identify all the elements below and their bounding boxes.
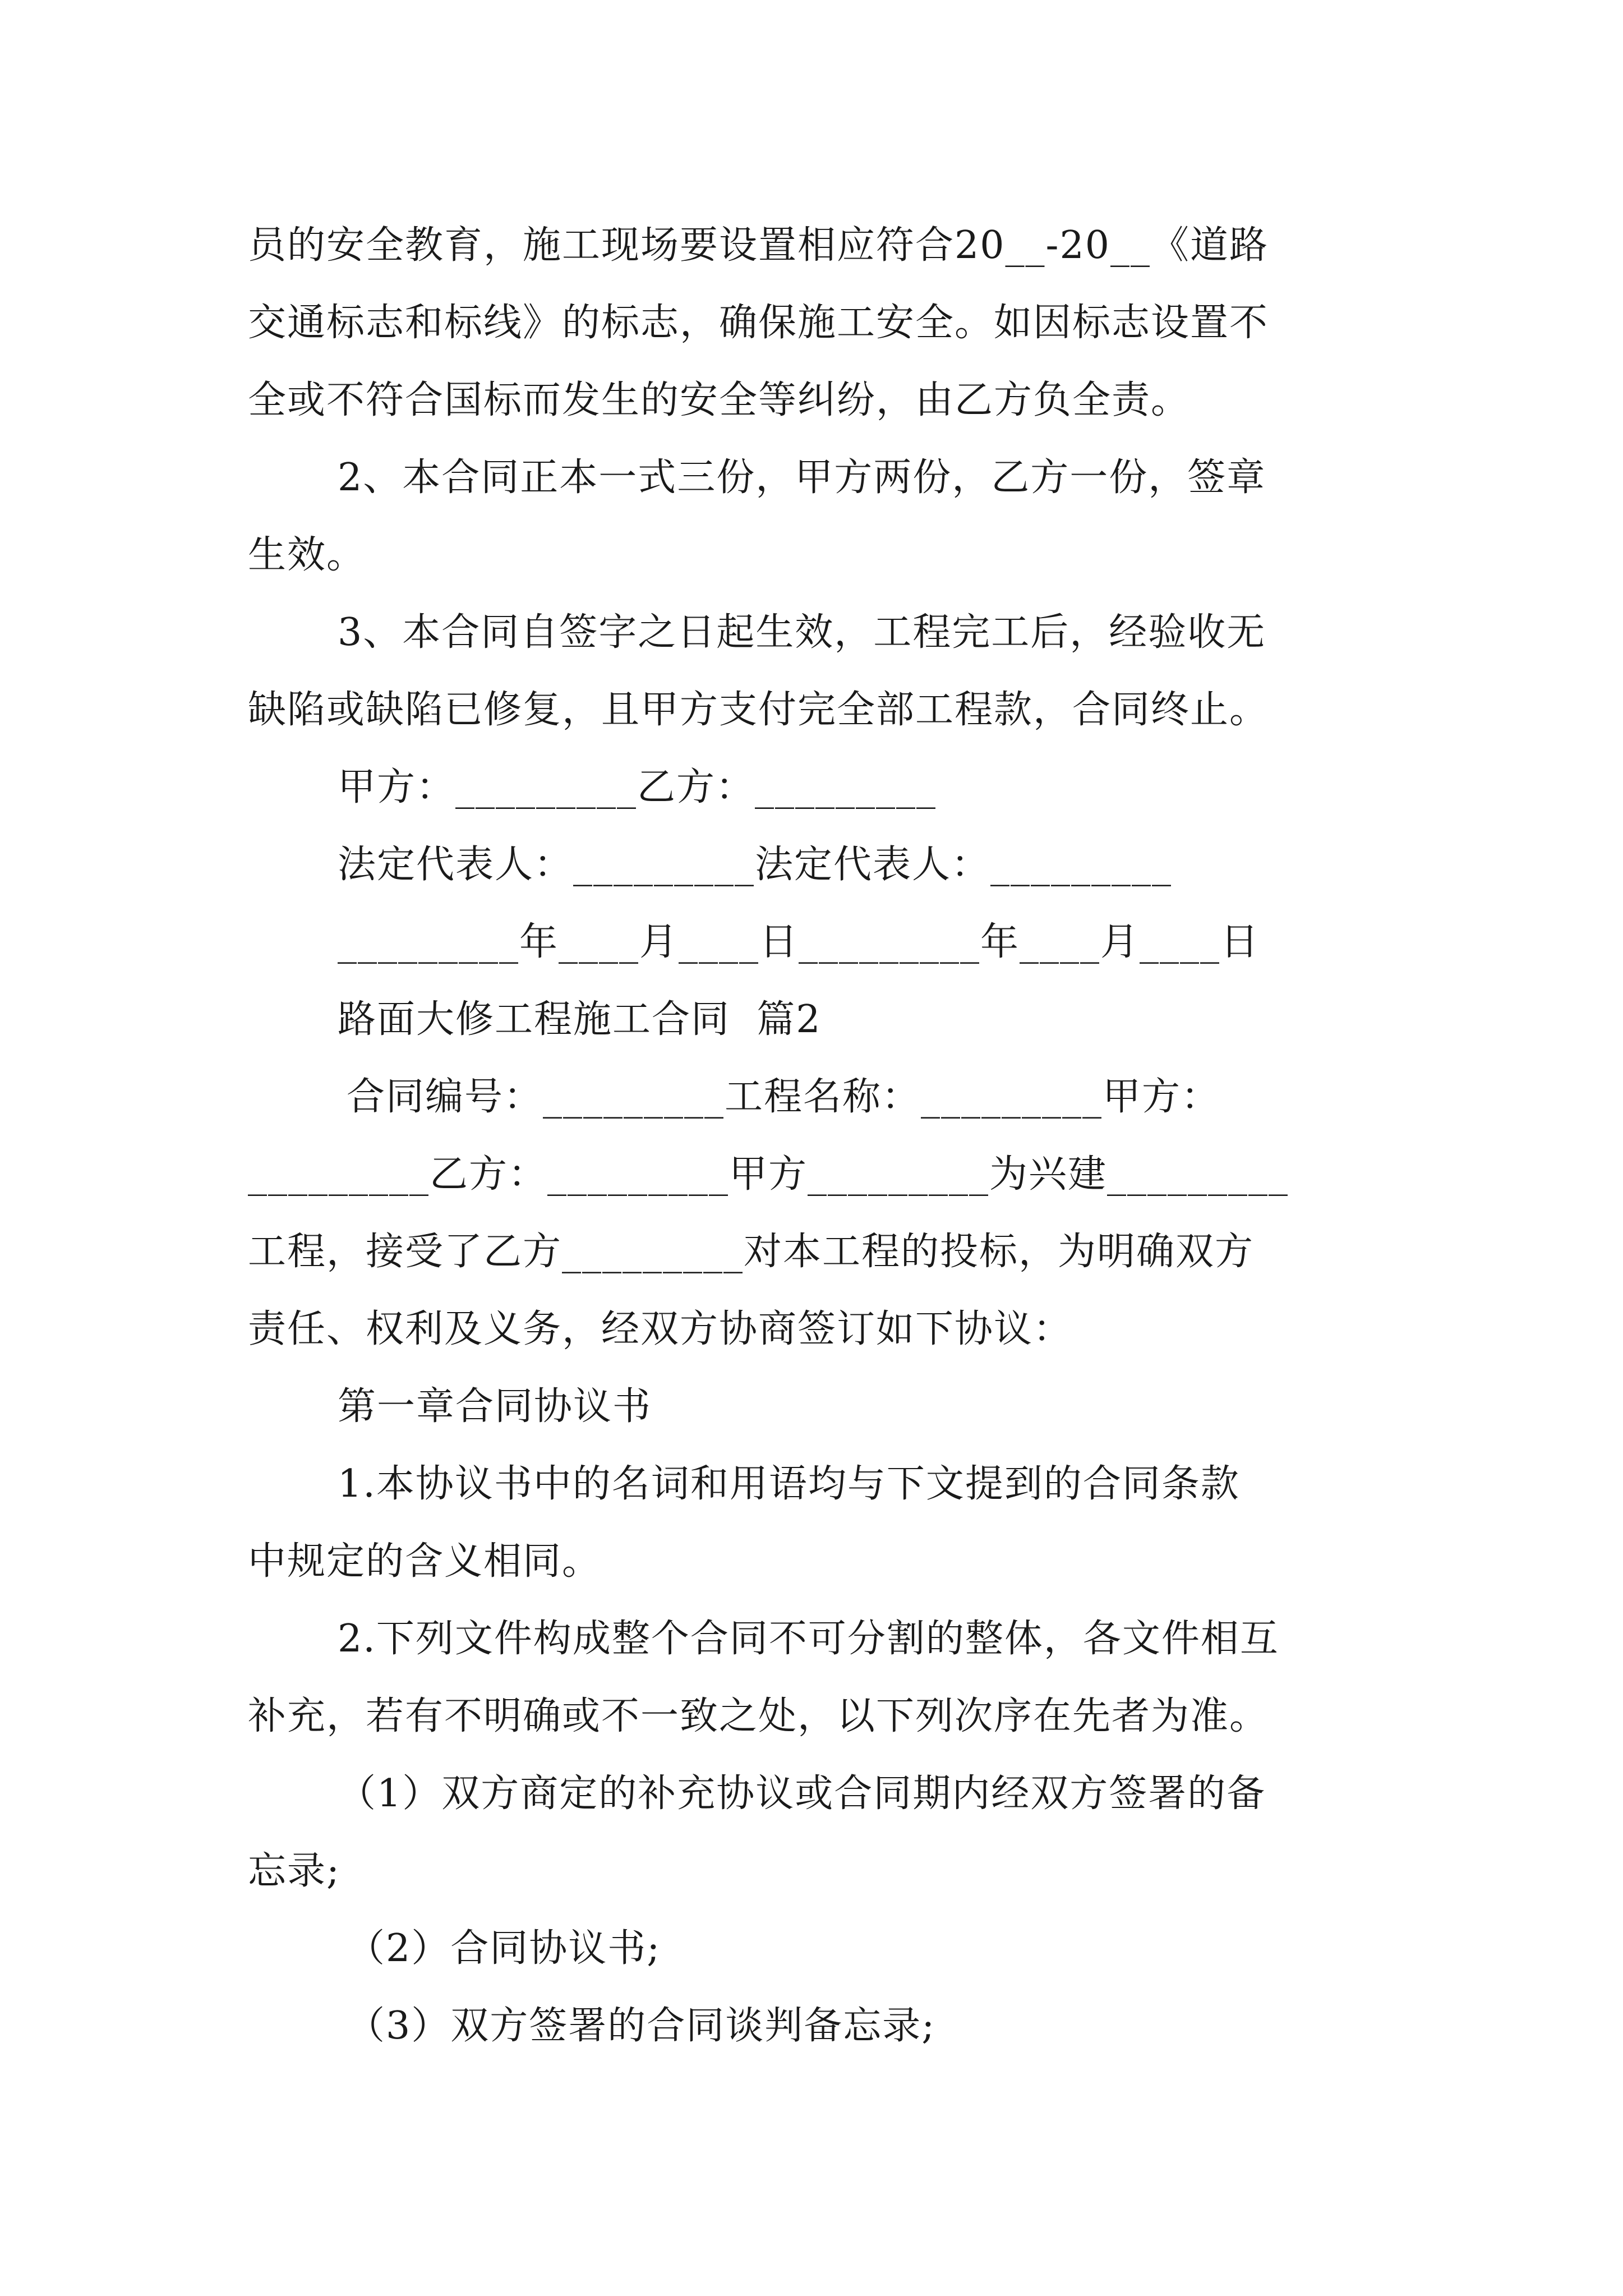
signature-line-dates: _________年____月____日_________年____月____日 (338, 920, 1260, 964)
paragraph-line: 责任、权利及义务，经双方协商签订如下协议： (248, 1307, 1073, 1351)
paragraph-line: 2.下列文件构成整个合同不可分割的整体，各文件相互 (338, 1617, 1279, 1661)
paragraph-line: 补充，若有不明确或不一致之处，以下列次序在先者为准。 (248, 1694, 1269, 1738)
list-item-line: （2）合同协议书; (347, 1926, 661, 1971)
contract-header-line: 合同编号：_________工程名称：_________甲方： (347, 1075, 1221, 1119)
signature-line-parties: 甲方：_________乙方：_________ (338, 765, 937, 809)
paragraph-line: _________乙方：_________甲方_________为兴建_________ (248, 1152, 1289, 1197)
paragraph-line: 1.本协议书中的名词和用语均与下文提到的合同条款 (338, 1462, 1240, 1506)
paragraph-line: 中规定的含义相同。 (248, 1539, 602, 1584)
list-item-line: （3）双方签署的合同谈判备忘录; (347, 2004, 936, 2048)
paragraph-line: 员的安全教育，施工现场要设置相应符合20__-20__《道路 (248, 223, 1269, 268)
section-heading: 路面大修工程施工合同 篇2 (338, 997, 822, 1042)
paragraph-line: 2、本合同正本一式三份，甲方两份，乙方一份，签章 (338, 455, 1266, 500)
paragraph-line: 生效。 (248, 533, 366, 577)
list-item-line: （1）双方商定的补充协议或合同期内经双方签署的备 (338, 1772, 1266, 1816)
signature-line-representatives: 法定代表人：_________法定代表人：_________ (338, 843, 1173, 887)
paragraph-line: 3、本合同自签字之日起生效，工程完工后，经验收无 (338, 610, 1266, 655)
paragraph-line: 缺陷或缺陷已修复，且甲方支付完全部工程款，合同终止。 (248, 688, 1269, 732)
list-item-line: 忘录; (248, 1849, 340, 1893)
paragraph-line: 交通标志和标线》的标志，确保施工安全。如因标志设置不 (248, 301, 1269, 345)
chapter-heading: 第一章合同协议书 (338, 1384, 652, 1429)
paragraph-line: 全或不符合国标而发生的安全等纠纷，由乙方负全责。 (248, 378, 1191, 422)
paragraph-line: 工程，接受了乙方_________对本工程的投标，为明确双方 (248, 1230, 1255, 1274)
